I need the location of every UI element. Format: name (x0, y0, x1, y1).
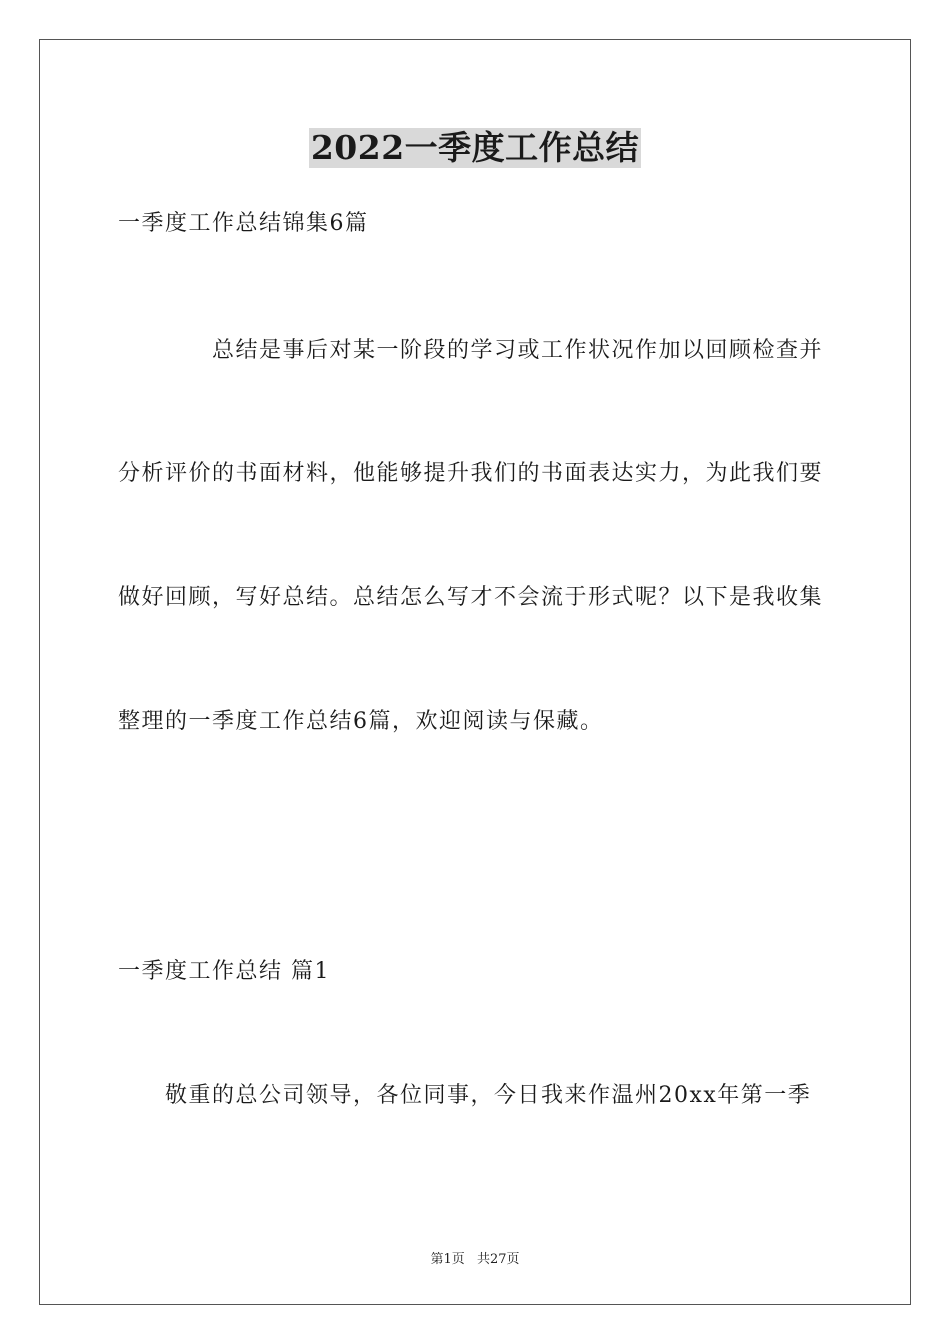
intro-line-1: 总结是事后对某一阶段的学习或工作状况作加以回顾检查并 (212, 338, 824, 363)
page-footer (0, 1248, 950, 1267)
section-first-line: 敬重的总公司领导，各位同事，今日我来作温州20xx年第一季 (165, 1083, 812, 1108)
intro-line-2: 分析评价的书面材料，他能够提升我们的书面表达实力，为此我们要 (118, 461, 824, 486)
page-number: 第1页 (430, 1252, 465, 1267)
document-title: 2022一季度工作总结 (310, 128, 640, 167)
document-subtitle: 一季度工作总结锦集6篇 (118, 211, 369, 236)
page-total: 共27页 (476, 1252, 520, 1267)
intro-line-4: 整理的一季度工作总结6篇，欢迎阅读与保藏。 (118, 709, 604, 734)
intro-line-3: 做好回顾，写好总结。总结怎么写才不会流于形式呢？以下是我收集 (118, 585, 824, 610)
section-heading: 一季度工作总结 篇1 (118, 959, 330, 984)
